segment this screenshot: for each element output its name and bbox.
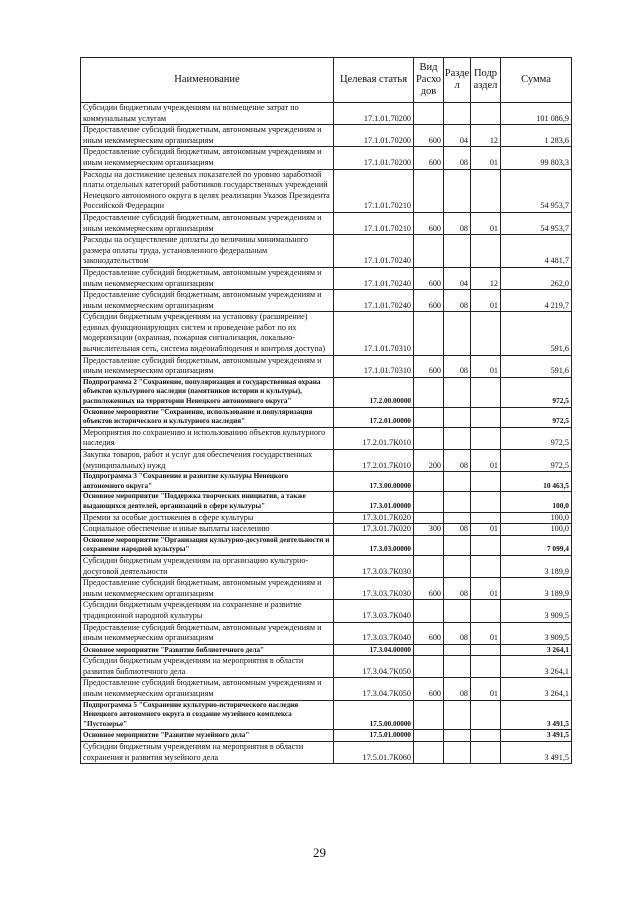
- row-sum: 972,5: [501, 450, 572, 472]
- row-name: Основное мероприятие "Поддержка творческих инициатив, а также выдающихся деятелей, организаций в сфере культуры": [81, 492, 334, 512]
- table-row: [81, 512, 572, 524]
- row-subsection: [471, 512, 501, 524]
- row-sum: 3 491,5: [501, 742, 572, 764]
- row-section: 08: [444, 355, 471, 377]
- row-name: Субсидии бюджетным учреждениям на сохранение и развитие традиционной народной культуры: [81, 600, 334, 622]
- row-expense-kind: [414, 600, 444, 622]
- row-target-article: 17.2.01.7К010: [334, 427, 414, 449]
- row-subsection: 01: [471, 147, 501, 169]
- row-expense-kind: 600: [414, 578, 444, 600]
- row-expense-kind: [414, 644, 444, 656]
- row-section: [444, 407, 471, 427]
- row-expense-kind: [414, 535, 444, 555]
- row-expense-kind: [414, 427, 444, 449]
- row-subsection: [471, 700, 501, 730]
- row-name: Субсидии бюджетным учреждениям на установку (расширение) единых функционирующих систем и проведение работ по их модернизации (охранная, пожарная сигнализация, локально-вычислительная сеть, система видеонаблюдения и контроля доступа): [81, 312, 334, 355]
- row-name: Предоставление субсидий бюджетным, автономным учреждениям и иным некоммерческим организациям: [81, 578, 334, 600]
- row-section: 08: [444, 578, 471, 600]
- row-expense-kind: 600: [414, 147, 444, 169]
- row-section: [444, 427, 471, 449]
- row-section: [444, 492, 471, 512]
- row-target-article: 17.3.03.7К030: [334, 555, 414, 577]
- row-sum: 972,5: [501, 377, 572, 407]
- table-row: [81, 700, 572, 730]
- row-expense-kind: [414, 235, 444, 268]
- row-target-article: 17.1.01.70210: [334, 169, 414, 212]
- row-sum: 100,0: [501, 512, 572, 524]
- table-row: [81, 535, 572, 555]
- row-name: Субсидии бюджетным учреждениям на возмещение затрат по коммунальным услугам: [81, 103, 334, 125]
- row-expense-kind: [414, 407, 444, 427]
- table-row: [81, 450, 572, 472]
- row-name: Субсидии бюджетным учреждениям на мероприятия в области развития библиотечного дела: [81, 656, 334, 678]
- table-row: [81, 578, 572, 600]
- row-target-article: 17.1.01.70200: [334, 103, 414, 125]
- row-subsection: [471, 103, 501, 125]
- row-sum: 7 099,4: [501, 535, 572, 555]
- row-sum: 3 264,1: [501, 656, 572, 678]
- row-sum: 54 953,7: [501, 212, 572, 234]
- row-name: Предоставление субсидий бюджетным, автономным учреждениям и иным некоммерческим организациям: [81, 212, 334, 234]
- row-sum: 100,0: [501, 524, 572, 536]
- row-sum: 4 481,7: [501, 235, 572, 268]
- row-expense-kind: [414, 555, 444, 577]
- row-expense-kind: [414, 103, 444, 125]
- row-expense-kind: [414, 377, 444, 407]
- row-subsection: [471, 656, 501, 678]
- row-expense-kind: 600: [414, 125, 444, 147]
- row-target-article: 17.3.03.7К040: [334, 600, 414, 622]
- row-sum: 3 491,5: [501, 730, 572, 742]
- row-subsection: [471, 472, 501, 492]
- table-row: [81, 644, 572, 656]
- row-subsection: 12: [471, 125, 501, 147]
- row-section: 04: [444, 125, 471, 147]
- table-row: [81, 427, 572, 449]
- row-sum: 972,5: [501, 407, 572, 427]
- page-number: 29: [313, 845, 326, 860]
- row-section: [444, 512, 471, 524]
- row-expense-kind: [414, 312, 444, 355]
- row-sum: 3 264,1: [501, 678, 572, 700]
- row-expense-kind: [414, 169, 444, 212]
- row-target-article: 17.1.01.70200: [334, 125, 414, 147]
- row-subsection: 01: [471, 450, 501, 472]
- row-name: Основное мероприятие "Организация культурно-досуговой деятельности и сохранение народной культуры": [81, 535, 334, 555]
- row-sum: 10 463,5: [501, 472, 572, 492]
- row-expense-kind: 600: [414, 267, 444, 289]
- table-row: [81, 103, 572, 125]
- row-section: [444, 472, 471, 492]
- row-section: [444, 377, 471, 407]
- row-subsection: 01: [471, 524, 501, 536]
- row-expense-kind: [414, 730, 444, 742]
- row-name: Предоставление субсидий бюджетным, автономным учреждениям и иным некоммерческим организациям: [81, 147, 334, 169]
- row-subsection: [471, 377, 501, 407]
- row-subsection: 01: [471, 678, 501, 700]
- row-section: 08: [444, 147, 471, 169]
- row-expense-kind: [414, 656, 444, 678]
- row-name: Предоставление субсидий бюджетным, автономным учреждениям и иным некоммерческим организациям: [81, 622, 334, 644]
- row-sum: 591,6: [501, 312, 572, 355]
- row-name: Основное мероприятие "Сохранение, использование и популяризация объектов исторического и культурного наследия": [81, 407, 334, 427]
- row-target-article: 17.1.01.70310: [334, 355, 414, 377]
- row-target-article: 17.5.00.00000: [334, 700, 414, 730]
- row-target-article: 17.3.03.7К040: [334, 622, 414, 644]
- row-name: Закупка товаров, работ и услуг для обеспечения государственных (муниципальных) нужд: [81, 450, 334, 472]
- row-subsection: 01: [471, 290, 501, 312]
- row-target-article: 17.5.01.7К060: [334, 742, 414, 764]
- budget-table: [80, 57, 572, 764]
- row-name: Предоставление субсидий бюджетным, автономным учреждениям и иным некоммерческим организациям: [81, 355, 334, 377]
- row-name: Социальное обеспечение и иные выплаты населению: [81, 524, 334, 536]
- row-section: 08: [444, 524, 471, 536]
- row-subsection: [471, 535, 501, 555]
- table-row: [81, 312, 572, 355]
- row-section: [444, 644, 471, 656]
- row-sum: 3 909,5: [501, 622, 572, 644]
- row-subsection: [471, 492, 501, 512]
- row-subsection: [471, 742, 501, 764]
- row-expense-kind: 600: [414, 290, 444, 312]
- row-target-article: 17.1.01.70310: [334, 312, 414, 355]
- row-section: [444, 235, 471, 268]
- row-expense-kind: 600: [414, 622, 444, 644]
- header-target-article: Целевая статья: [334, 58, 414, 103]
- row-section: [444, 535, 471, 555]
- table-row: [81, 290, 572, 312]
- row-sum: 3 264,1: [501, 644, 572, 656]
- row-target-article: 17.3.03.7К030: [334, 578, 414, 600]
- row-subsection: [471, 600, 501, 622]
- row-section: [444, 742, 471, 764]
- row-target-article: 17.3.04.00000: [334, 644, 414, 656]
- row-target-article: 17.2.00.00000: [334, 377, 414, 407]
- row-expense-kind: 300: [414, 524, 444, 536]
- row-name: Предоставление субсидий бюджетным, автономным учреждениям и иным некоммерческим организациям: [81, 290, 334, 312]
- row-target-article: 17.5.01.00000: [334, 730, 414, 742]
- row-expense-kind: [414, 700, 444, 730]
- row-subsection: [471, 555, 501, 577]
- table-body: [81, 103, 572, 764]
- table-row: [81, 125, 572, 147]
- row-target-article: 17.3.01.00000: [334, 492, 414, 512]
- row-section: [444, 656, 471, 678]
- row-expense-kind: 200: [414, 450, 444, 472]
- row-sum: 3 491,5: [501, 700, 572, 730]
- row-name: Субсидии бюджетным учреждениям на организацию культурно-досуговой деятельности: [81, 555, 334, 577]
- row-target-article: 17.3.04.7К050: [334, 656, 414, 678]
- row-section: [444, 169, 471, 212]
- row-name: Расходы на достижение целевых показателей по уровню заработной платы отдельных категорий работников государственных учреждений Ненецкого автономного округа в целях реализации Указов Президента Российской Федерации: [81, 169, 334, 212]
- header-sum: Сумма: [501, 58, 572, 103]
- row-expense-kind: [414, 512, 444, 524]
- row-name: Премии за особые достижения в сфере культуры: [81, 512, 334, 524]
- row-expense-kind: [414, 472, 444, 492]
- row-name: Мероприятия по сохранению и использованию объектов культурного наследия: [81, 427, 334, 449]
- row-sum: 972,5: [501, 427, 572, 449]
- row-name: Предоставление субсидий бюджетным, автономным учреждениям и иным некоммерческим организациям: [81, 125, 334, 147]
- table-row: [81, 169, 572, 212]
- row-subsection: [471, 644, 501, 656]
- table-row: [81, 600, 572, 622]
- row-sum: 1 283,6: [501, 125, 572, 147]
- row-subsection: 01: [471, 622, 501, 644]
- row-name: Подпрограмма 2 "Сохранение, популяризация и государственная охрана объектов культурного наследия (памятников истории и культуры), расположенных на территории Ненецкого автономного округа": [81, 377, 334, 407]
- row-sum: 3 909,5: [501, 600, 572, 622]
- row-expense-kind: [414, 742, 444, 764]
- row-target-article: 17.3.03.00000: [334, 535, 414, 555]
- row-target-article: 17.3.01.7К020: [334, 512, 414, 524]
- row-subsection: 01: [471, 355, 501, 377]
- row-target-article: 17.2.01.7К010: [334, 450, 414, 472]
- row-name: Основное мероприятие "Развитие музейного дела": [81, 730, 334, 742]
- table-row: [81, 524, 572, 536]
- row-target-article: 17.1.01.70240: [334, 235, 414, 268]
- row-name: Подпрограмма 5 "Сохранение культурно-исторического наследия Ненецкого автономного округа и создание музейного комплекса "Пустозерье": [81, 700, 334, 730]
- row-name: Основное мероприятие "Развитие библиотечного дела": [81, 644, 334, 656]
- header-expense-kind: Вид Расхо дов: [414, 58, 444, 103]
- row-sum: 99 803,3: [501, 147, 572, 169]
- row-section: 08: [444, 212, 471, 234]
- row-sum: 591,6: [501, 355, 572, 377]
- row-section: [444, 730, 471, 742]
- table-row: [81, 492, 572, 512]
- row-target-article: 17.3.00.00000: [334, 472, 414, 492]
- table-header-row: [81, 58, 572, 103]
- row-target-article: 17.1.01.70240: [334, 267, 414, 289]
- row-subsection: 01: [471, 578, 501, 600]
- row-sum: 262,0: [501, 267, 572, 289]
- table-row: [81, 377, 572, 407]
- row-sum: 3 189,9: [501, 578, 572, 600]
- table-row: [81, 355, 572, 377]
- table-row: [81, 472, 572, 492]
- row-subsection: 12: [471, 267, 501, 289]
- row-subsection: [471, 407, 501, 427]
- table-row: [81, 267, 572, 289]
- row-sum: 100,0: [501, 492, 572, 512]
- table-row: [81, 147, 572, 169]
- row-expense-kind: [414, 492, 444, 512]
- row-target-article: 17.3.04.7К050: [334, 678, 414, 700]
- row-subsection: [471, 730, 501, 742]
- row-name: Предоставление субсидий бюджетным, автономным учреждениям и иным некоммерческим организациям: [81, 267, 334, 289]
- row-subsection: 01: [471, 212, 501, 234]
- row-subsection: [471, 169, 501, 212]
- row-section: 08: [444, 450, 471, 472]
- row-section: [444, 312, 471, 355]
- table-row: [81, 656, 572, 678]
- table-row: [81, 678, 572, 700]
- table-row: [81, 555, 572, 577]
- row-name: Предоставление субсидий бюджетным, автономным учреждениям и иным некоммерческим организациям: [81, 678, 334, 700]
- table-row: [81, 407, 572, 427]
- row-section: 04: [444, 267, 471, 289]
- row-expense-kind: 600: [414, 678, 444, 700]
- row-section: [444, 555, 471, 577]
- row-section: 08: [444, 622, 471, 644]
- row-target-article: 17.2.01.00000: [334, 407, 414, 427]
- row-section: 08: [444, 678, 471, 700]
- row-section: 08: [444, 290, 471, 312]
- row-name: Субсидии бюджетным учреждениям на мероприятия в области сохранения и развития музейного дела: [81, 742, 334, 764]
- row-target-article: 17.1.01.70210: [334, 212, 414, 234]
- table-row: [81, 742, 572, 764]
- row-section: [444, 600, 471, 622]
- table-row: [81, 622, 572, 644]
- row-subsection: [471, 427, 501, 449]
- row-sum: 4 219,7: [501, 290, 572, 312]
- row-section: [444, 700, 471, 730]
- row-subsection: [471, 235, 501, 268]
- row-name: Расходы на осуществление доплаты до величины минимального размера оплаты труда, установленного федеральным законодательством: [81, 235, 334, 268]
- row-sum: 3 189,9: [501, 555, 572, 577]
- header-name: Наименование: [81, 58, 334, 103]
- header-subsection: Подр аздел: [471, 58, 501, 103]
- header-section: Разде л: [444, 58, 471, 103]
- row-expense-kind: 600: [414, 355, 444, 377]
- table-row: [81, 235, 572, 268]
- row-section: [444, 103, 471, 125]
- table-row: [81, 730, 572, 742]
- row-subsection: [471, 312, 501, 355]
- row-target-article: 17.3.01.7К020: [334, 524, 414, 536]
- row-sum: 101 086,9: [501, 103, 572, 125]
- row-target-article: 17.1.01.70200: [334, 147, 414, 169]
- row-target-article: 17.1.01.70240: [334, 290, 414, 312]
- row-expense-kind: 600: [414, 212, 444, 234]
- row-name: Подпрограмма 3 "Сохранение и развитие культуры Ненецкого автономного округа": [81, 472, 334, 492]
- row-sum: 54 953,7: [501, 169, 572, 212]
- table-row: [81, 212, 572, 234]
